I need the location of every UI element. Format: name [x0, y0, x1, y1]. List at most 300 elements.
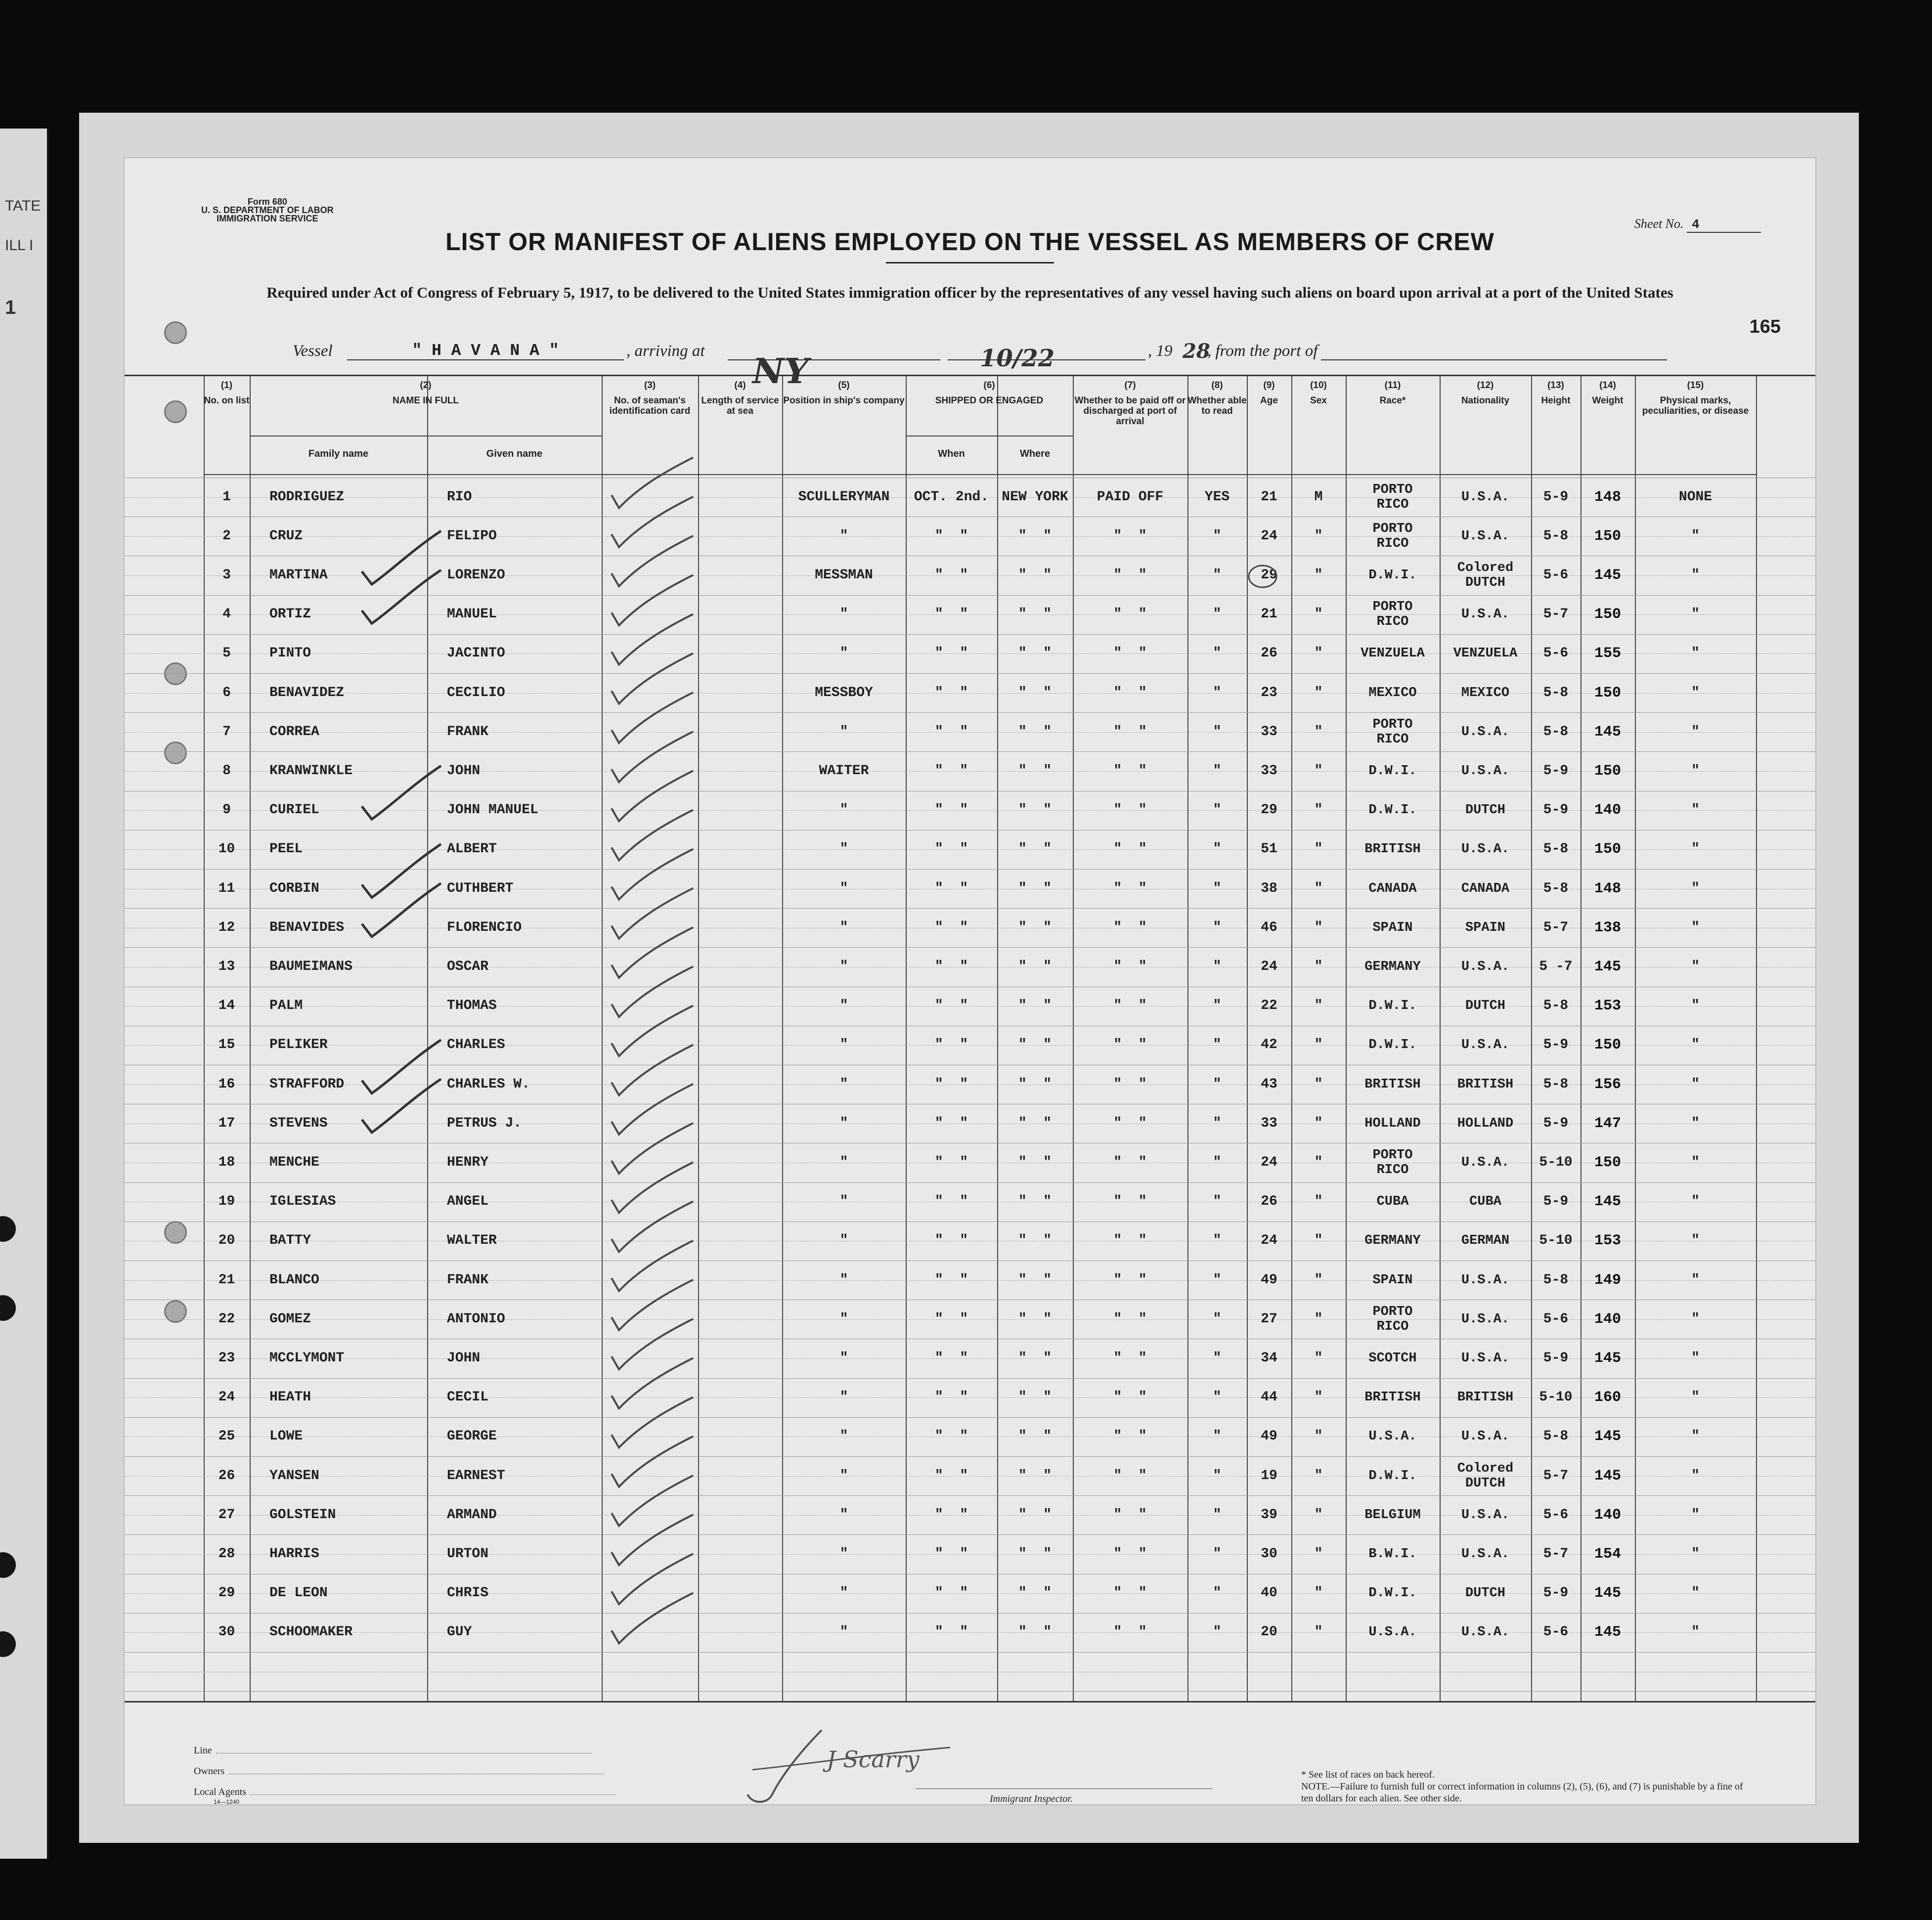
cell-marks: ": [1691, 919, 1700, 935]
cell-age: 44: [1261, 1390, 1277, 1405]
cell-given: MANUEL: [447, 607, 497, 622]
cell-paid: PAID OFF: [1097, 489, 1164, 505]
cell-no: 15: [218, 1037, 235, 1053]
cell-height: 5-6: [1543, 1507, 1569, 1523]
cell-race: PORTO RICO: [1372, 1304, 1413, 1334]
cell-given: LORENZO: [447, 567, 505, 583]
cell-race: D.W.I.: [1368, 567, 1417, 583]
cell-sex: ": [1314, 567, 1323, 583]
cell-race: PORTO RICO: [1372, 482, 1413, 512]
vessel-line: [293, 339, 1736, 392]
cell-read: ": [1213, 763, 1222, 779]
cell-when: " ": [934, 685, 968, 700]
cell-position: ": [839, 802, 848, 818]
table-row: [125, 1065, 1815, 1104]
cell-when: " ": [934, 1076, 968, 1092]
cell-height: 5-9: [1543, 1115, 1569, 1131]
arriving-label: , arriving at: [626, 342, 705, 360]
arriving-port: NY: [752, 350, 809, 392]
col-header-service-length: (4) Length of service at sea: [701, 380, 779, 416]
cell-when: OCT. 2nd.: [914, 489, 989, 505]
cell-race: D.W.I.: [1368, 1038, 1417, 1053]
cell-given: FLORENCIO: [447, 919, 522, 935]
cell-paid: " ": [1113, 880, 1147, 896]
cell-given: CECILIO: [447, 685, 505, 700]
cell-nationality: U.S.A.: [1461, 1311, 1510, 1327]
cell-sex: ": [1314, 880, 1323, 896]
cell-marks: ": [1691, 1115, 1700, 1131]
cell-marks: ": [1691, 1076, 1700, 1092]
cell-position: ": [839, 1468, 848, 1484]
cell-weight: 145: [1594, 1585, 1621, 1602]
fragment-text: 1: [5, 297, 16, 318]
cell-where: " ": [1018, 1272, 1052, 1288]
table-row: [125, 1378, 1815, 1417]
cell-weight: 150: [1594, 762, 1621, 780]
cell-given: GUY: [447, 1624, 472, 1640]
cell-race: BELGIUM: [1364, 1507, 1421, 1523]
cell-when: " ": [934, 1350, 968, 1366]
cell-family: STRAFFORD: [269, 1076, 345, 1092]
cell-sex: ": [1314, 724, 1323, 740]
cell-no: 6: [222, 685, 231, 700]
cell-nationality: U.S.A.: [1461, 1272, 1510, 1288]
cell-race: D.W.I.: [1368, 1586, 1417, 1601]
cell-paid: " ": [1113, 1468, 1147, 1484]
cell-age: 21: [1261, 607, 1277, 622]
table-row: [125, 517, 1815, 556]
col-header-race: (11) Race*: [1379, 380, 1406, 406]
cell-weight: 145: [1594, 1467, 1621, 1484]
cell-position: ": [839, 1233, 848, 1249]
cell-marks: ": [1691, 1194, 1700, 1210]
arrival-date: 10/22: [980, 345, 1055, 372]
cell-age: 22: [1261, 998, 1277, 1014]
cell-race: D.W.I.: [1368, 763, 1417, 779]
col-header-weight: (14) Weight: [1592, 380, 1624, 406]
cell-when: " ": [934, 724, 968, 740]
cell-given: JACINTO: [447, 646, 505, 661]
table-row: [125, 1417, 1815, 1456]
cell-age: 43: [1261, 1076, 1277, 1092]
cell-paid: " ": [1113, 1076, 1147, 1092]
cell-where: " ": [1018, 528, 1052, 544]
table-row: [125, 1534, 1815, 1573]
cell-weight: 145: [1594, 1624, 1621, 1641]
cell-paid: " ": [1113, 1154, 1147, 1170]
vessel-label: Vessel: [293, 342, 333, 360]
col-header-no: (1) No. on list: [204, 380, 250, 406]
cell-race: PORTO RICO: [1372, 521, 1413, 551]
cell-family: DE LEON: [269, 1585, 328, 1601]
cell-where: " ": [1018, 763, 1052, 779]
cell-age: 24: [1261, 959, 1277, 974]
cell-no: 18: [218, 1154, 235, 1170]
cell-position: ": [839, 1037, 848, 1053]
cell-nationality: U.S.A.: [1461, 1038, 1510, 1053]
line-label: Line: [194, 1745, 212, 1756]
table-row: [125, 1261, 1815, 1300]
cell-family: GOLSTEIN: [269, 1507, 336, 1523]
cell-position: MESSMAN: [815, 567, 873, 583]
table-row: [125, 1339, 1815, 1378]
cell-position: ": [839, 1546, 848, 1562]
cell-nationality: DUTCH: [1465, 1586, 1505, 1601]
cell-weight: 156: [1594, 1076, 1621, 1093]
cell-no: 2: [222, 528, 231, 544]
cell-sex: ": [1314, 1429, 1323, 1444]
cell-where: " ": [1018, 1429, 1052, 1444]
cell-when: " ": [934, 802, 968, 818]
vessel-name: " H A V A N A ": [347, 342, 624, 360]
cell-nationality: U.S.A.: [1461, 842, 1510, 857]
cell-marks: ": [1691, 724, 1700, 740]
cell-when: " ": [934, 998, 968, 1014]
cell-family: CURIEL: [269, 802, 319, 818]
cell-age: 27: [1261, 1311, 1277, 1327]
cell-no: 11: [218, 880, 235, 896]
footnotes: [1301, 1769, 1746, 1804]
cell-no: 21: [218, 1272, 235, 1288]
col-header-nationality: (12) Nationality: [1461, 380, 1510, 406]
cell-weight: 138: [1594, 919, 1621, 936]
cell-position: ": [839, 1311, 848, 1327]
cell-height: 5-9: [1543, 763, 1569, 779]
cell-nationality: U.S.A.: [1461, 763, 1510, 779]
cell-sex: ": [1314, 802, 1323, 818]
cell-height: 5-10: [1539, 1154, 1573, 1170]
cell-when: " ": [934, 1585, 968, 1601]
cell-age: 23: [1261, 685, 1277, 700]
cell-read: ": [1213, 646, 1222, 661]
cell-read: ": [1213, 685, 1222, 700]
cell-family: LOWE: [269, 1429, 303, 1444]
cell-family: CRUZ: [269, 528, 303, 544]
cell-read: ": [1213, 959, 1222, 974]
cell-sex: ": [1314, 763, 1323, 779]
cell-no: 29: [218, 1585, 235, 1601]
cell-family: YANSEN: [269, 1468, 319, 1484]
cell-family: CORREA: [269, 724, 319, 740]
cell-nationality: CUBA: [1469, 1194, 1501, 1210]
cell-where: " ": [1018, 841, 1052, 857]
cell-sex: ": [1314, 919, 1323, 935]
cell-marks: ": [1691, 1154, 1700, 1170]
cell-sex: ": [1314, 646, 1323, 661]
sheet-number-value: 4: [1687, 217, 1761, 233]
cell-paid: " ": [1113, 1311, 1147, 1327]
col-header-where: Where: [1019, 448, 1051, 459]
cell-race: BRITISH: [1364, 1077, 1421, 1092]
cell-where: " ": [1018, 567, 1052, 583]
cell-no: 28: [218, 1546, 235, 1562]
cell-weight: 140: [1594, 802, 1621, 819]
cell-where: NEW YORK: [1002, 489, 1068, 505]
footer: [125, 1710, 1815, 1804]
cell-paid: " ": [1113, 724, 1147, 740]
cell-when: " ": [934, 528, 968, 544]
col-header-physical-marks: (15) Physical marks, peculiarities, or disease: [1642, 380, 1749, 416]
cell-height: 5-8: [1543, 998, 1569, 1014]
cell-race: D.W.I.: [1368, 1468, 1417, 1484]
cell-when: " ": [934, 959, 968, 974]
cell-age: 34: [1261, 1350, 1277, 1366]
page-title: LIST OR MANIFEST OF ALIENS EMPLOYED ON THE VESSEL AS MEMBERS OF CREW: [445, 228, 1494, 256]
manifest-sheet: [124, 157, 1816, 1805]
cell-nationality: U.S.A.: [1461, 528, 1510, 544]
table-row: [125, 556, 1815, 595]
cell-paid: " ": [1113, 998, 1147, 1014]
cell-read: ": [1213, 1076, 1222, 1092]
cell-height: 5-8: [1543, 1429, 1569, 1444]
cell-weight: 150: [1594, 841, 1621, 858]
cell-sex: ": [1314, 1037, 1323, 1053]
cell-nationality: Colored DUTCH: [1457, 1461, 1514, 1491]
cell-position: ": [839, 1507, 848, 1523]
cell-position: ": [839, 1194, 848, 1210]
form-number: Form 680: [247, 197, 287, 207]
cell-weight: 153: [1594, 1232, 1621, 1250]
cell-age: 49: [1261, 1272, 1277, 1288]
cell-where: " ": [1018, 1350, 1052, 1366]
col-header-family-name: Family name: [308, 448, 369, 459]
cell-family: PEEL: [269, 841, 303, 857]
row-rule: [125, 1691, 1815, 1692]
form-code: 14—1240: [214, 1798, 240, 1805]
cell-race: PORTO RICO: [1372, 1147, 1413, 1178]
cell-paid: " ": [1113, 1194, 1147, 1210]
cell-read: ": [1213, 607, 1222, 622]
cell-age: 49: [1261, 1429, 1277, 1444]
cell-height: 5-9: [1543, 802, 1569, 818]
punch-hole: [0, 1295, 16, 1321]
cell-where: " ": [1018, 1507, 1052, 1523]
cell-when: " ": [934, 763, 968, 779]
cell-sex: ": [1314, 1272, 1323, 1288]
cell-family: PELIKER: [269, 1037, 328, 1053]
col-header-height: (13) Height: [1541, 380, 1571, 406]
cell-family: MCCLYMONT: [269, 1350, 345, 1366]
cell-weight: 149: [1594, 1271, 1621, 1289]
cell-read: ": [1213, 1037, 1222, 1053]
cell-race: CANADA: [1368, 881, 1417, 896]
cell-height: 5-9: [1543, 1585, 1569, 1601]
signature-text: J Scarry: [827, 1746, 920, 1773]
cell-position: ": [839, 959, 848, 974]
cell-sex: ": [1314, 685, 1323, 700]
cell-marks: ": [1691, 567, 1700, 583]
cell-where: " ": [1018, 802, 1052, 818]
cell-marks: ": [1691, 1037, 1700, 1053]
table-row: [125, 1104, 1815, 1143]
cell-height: 5-8: [1543, 1272, 1569, 1288]
cell-read: ": [1213, 1546, 1222, 1562]
table-row: [125, 830, 1815, 869]
cell-height: 5 -7: [1539, 959, 1573, 974]
cell-read: ": [1213, 1390, 1222, 1405]
cell-nationality: BRITISH: [1457, 1077, 1514, 1092]
punch-hole: [0, 1552, 16, 1578]
cell-when: " ": [934, 1115, 968, 1131]
cell-no: 9: [222, 802, 231, 818]
cell-no: 27: [218, 1507, 235, 1523]
cell-given: WALTER: [447, 1233, 497, 1249]
col-header-id-card: (3) No. of seaman's identification card: [609, 380, 691, 416]
table-row: [125, 634, 1815, 673]
cell-family: PALM: [269, 998, 303, 1014]
cell-read: ": [1213, 1233, 1222, 1249]
cell-where: " ": [1018, 1585, 1052, 1601]
cell-marks: ": [1691, 1350, 1700, 1366]
cell-family: SCHOOMAKER: [269, 1624, 353, 1640]
department-name: U. S. DEPARTMENT OF LABOR: [201, 205, 334, 215]
cell-nationality: U.S.A.: [1461, 724, 1510, 740]
cell-read: ": [1213, 1194, 1222, 1210]
cell-race: GERMANY: [1364, 1233, 1421, 1249]
cell-paid: " ": [1113, 567, 1147, 583]
cell-read: ": [1213, 1350, 1222, 1366]
row-rule: [125, 1652, 1815, 1653]
cell-height: 5-10: [1539, 1233, 1573, 1249]
cell-marks: ": [1691, 1507, 1700, 1523]
cell-given: ARMAND: [447, 1507, 497, 1523]
cell-race: CUBA: [1376, 1194, 1409, 1210]
cell-weight: 150: [1594, 1037, 1621, 1054]
cell-position: ": [839, 880, 848, 896]
service-name: IMMIGRATION SERVICE: [217, 214, 318, 223]
cell-weight: 150: [1594, 684, 1621, 701]
cell-nationality: U.S.A.: [1461, 607, 1510, 622]
cell-marks: ": [1691, 1311, 1700, 1327]
cell-given: HENRY: [447, 1154, 489, 1170]
cell-height: 5-8: [1543, 528, 1569, 544]
cell-weight: 160: [1594, 1389, 1621, 1406]
cell-family: BAUMEIMANS: [269, 959, 353, 974]
cell-sex: ": [1314, 1350, 1323, 1366]
cell-no: 4: [222, 607, 231, 622]
cell-paid: " ": [1113, 1624, 1147, 1640]
cell-read: ": [1213, 724, 1222, 740]
cell-marks: ": [1691, 998, 1700, 1014]
cell-position: ": [839, 1154, 848, 1170]
cell-read: ": [1213, 528, 1222, 544]
cell-height: 5-8: [1543, 1076, 1569, 1092]
cell-height: 5-8: [1543, 880, 1569, 896]
cell-given: THOMAS: [447, 998, 497, 1014]
cell-where: " ": [1018, 959, 1052, 974]
cell-height: 5-8: [1543, 724, 1569, 740]
cell-position: ": [839, 1076, 848, 1092]
cell-given: CHARLES: [447, 1037, 505, 1053]
cell-marks: ": [1691, 1585, 1700, 1601]
col-header-sex: (10) Sex: [1310, 380, 1327, 406]
cell-age: 29: [1261, 802, 1277, 818]
table-row: [125, 751, 1815, 790]
cell-position: ": [839, 919, 848, 935]
cell-age: 33: [1261, 763, 1277, 779]
cell-given: RIO: [447, 489, 472, 505]
cell-position: ": [839, 724, 848, 740]
cell-paid: " ": [1113, 1037, 1147, 1053]
cell-no: 30: [218, 1624, 235, 1640]
cell-age: 38: [1261, 880, 1277, 896]
table-row: [125, 1026, 1815, 1065]
table-row: [125, 947, 1815, 986]
cell-sex: ": [1314, 1468, 1323, 1484]
cell-where: " ": [1018, 1076, 1052, 1092]
col-header-read: (8) Whether able to read: [1187, 380, 1247, 416]
cell-read: ": [1213, 1507, 1222, 1523]
cell-family: CORBIN: [269, 880, 319, 896]
cell-when: " ": [934, 1233, 968, 1249]
cell-no: 7: [222, 724, 231, 740]
cell-weight: 145: [1594, 958, 1621, 975]
cell-given: CECIL: [447, 1390, 489, 1405]
cell-no: 8: [222, 763, 231, 779]
cell-paid: " ": [1113, 685, 1147, 700]
cell-marks: ": [1691, 802, 1700, 818]
cell-weight: 145: [1594, 1350, 1621, 1367]
cell-given: CHRIS: [447, 1585, 489, 1601]
cell-family: KRANWINKLE: [269, 763, 353, 779]
cell-read: ": [1213, 1624, 1222, 1640]
title-rule: [886, 262, 1054, 263]
cell-given: ANGEL: [447, 1194, 489, 1210]
cell-when: " ": [934, 880, 968, 896]
cell-position: ": [839, 1390, 848, 1405]
cell-paid: " ": [1113, 802, 1147, 818]
col-header-paid-off: (7) Whether to be paid off or discharged at port of arrival: [1074, 380, 1186, 427]
cell-race: D.W.I.: [1368, 803, 1417, 818]
cell-read: ": [1213, 1115, 1222, 1131]
cell-height: 5-7: [1543, 607, 1569, 622]
cell-no: 13: [218, 959, 235, 974]
cell-nationality: HOLLAND: [1457, 1116, 1514, 1131]
cell-age: 30: [1261, 1546, 1277, 1562]
cell-paid: " ": [1113, 1350, 1147, 1366]
cell-nationality: U.S.A.: [1461, 1155, 1510, 1170]
cell-when: " ": [934, 1311, 968, 1327]
cell-position: ": [839, 1115, 848, 1131]
cell-weight: 145: [1594, 1428, 1621, 1445]
stamped-number: 165: [1749, 316, 1781, 337]
cell-paid: " ": [1113, 919, 1147, 935]
cell-marks: ": [1691, 959, 1700, 974]
cell-no: 3: [222, 567, 231, 583]
cell-weight: 150: [1594, 527, 1621, 545]
cell-where: " ": [1018, 1037, 1052, 1053]
cell-weight: 145: [1594, 1193, 1621, 1211]
fragment-text: ILL I: [5, 237, 34, 254]
cell-race: B.W.I.: [1368, 1546, 1417, 1562]
cell-race: SPAIN: [1372, 1272, 1413, 1288]
owners-field: [194, 1766, 604, 1777]
cell-sex: ": [1314, 1154, 1323, 1170]
line-field: [194, 1745, 592, 1756]
cell-position: MESSBOY: [815, 685, 873, 700]
cell-family: PINTO: [269, 646, 311, 661]
cell-height: 5-7: [1543, 1546, 1569, 1562]
cell-when: " ": [934, 841, 968, 857]
cell-where: " ": [1018, 1311, 1052, 1327]
year-suffix: 28: [1183, 340, 1210, 363]
cell-nationality: DUTCH: [1465, 803, 1505, 818]
cell-when: " ": [934, 1194, 968, 1210]
cell-sex: ": [1314, 1585, 1323, 1601]
col-header-name: (2) NAME IN FULL: [392, 380, 459, 406]
cell-height: 5-6: [1543, 1624, 1569, 1640]
cell-weight: 153: [1594, 998, 1621, 1015]
